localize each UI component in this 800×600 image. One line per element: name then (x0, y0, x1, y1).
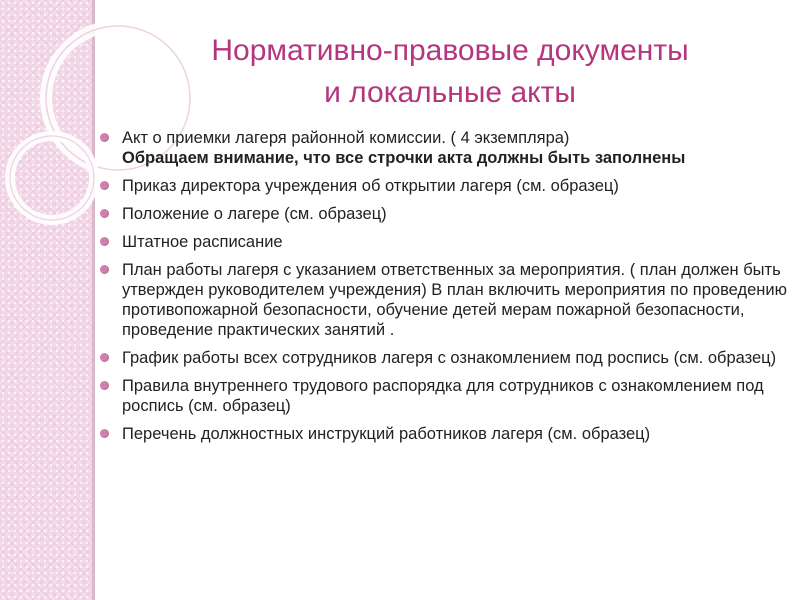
list-item (98, 348, 788, 368)
list-item (98, 176, 788, 196)
list-item (98, 232, 788, 252)
slide-title (110, 30, 790, 114)
bullet-icon (100, 181, 109, 190)
bullet-list (98, 128, 788, 452)
small-ring-edge (10, 136, 94, 220)
list-item (98, 128, 788, 168)
list-item-text: План работы лагеря с указанием ответственных за мероприятия. ( план должен быть утвержден руководителем учреждения) В план включить мероприятия по проведению противопожарной безопасности, обучение детей мерам пожарной безопасности, проведение практических занятий . (122, 261, 787, 339)
bullet-icon (100, 133, 109, 142)
bullet-icon (100, 429, 109, 438)
bullet-icon (100, 353, 109, 362)
title-line-1: Нормативно-правовые документы (211, 34, 689, 67)
bullet-icon (100, 237, 109, 246)
list-item-text: Перечень должностных инструкций работников лагеря (см. образец) (122, 425, 651, 443)
bullet-icon (100, 381, 109, 390)
list-item-text: Приказ директора учреждения об открытии лагеря (см. образец) (122, 177, 619, 195)
list-item-text: Штатное расписание (122, 233, 283, 251)
list-item (98, 260, 788, 340)
list-item-emphasis: Обращаем внимание, что все строчки акта должны быть заполнены (122, 149, 686, 167)
list-item-text: Положение о лагере (см. образец) (122, 205, 387, 223)
list-item (98, 376, 788, 416)
list-item-text: График работы всех сотрудников лагеря с ознакомлением под роспись (см. образец) (122, 349, 777, 367)
title-line-2: и локальные акты (324, 76, 576, 109)
list-item-text: Правила внутреннего трудового распорядка для сотрудников с ознакомлением под роспись (см. образец) (122, 377, 764, 415)
bullet-icon (100, 265, 109, 274)
list-item-text: Акт о приемки лагеря районной комиссии. ( 4 экземпляра) (122, 129, 570, 147)
list-item (98, 204, 788, 224)
list-item (98, 424, 788, 444)
bullet-icon (100, 209, 109, 218)
